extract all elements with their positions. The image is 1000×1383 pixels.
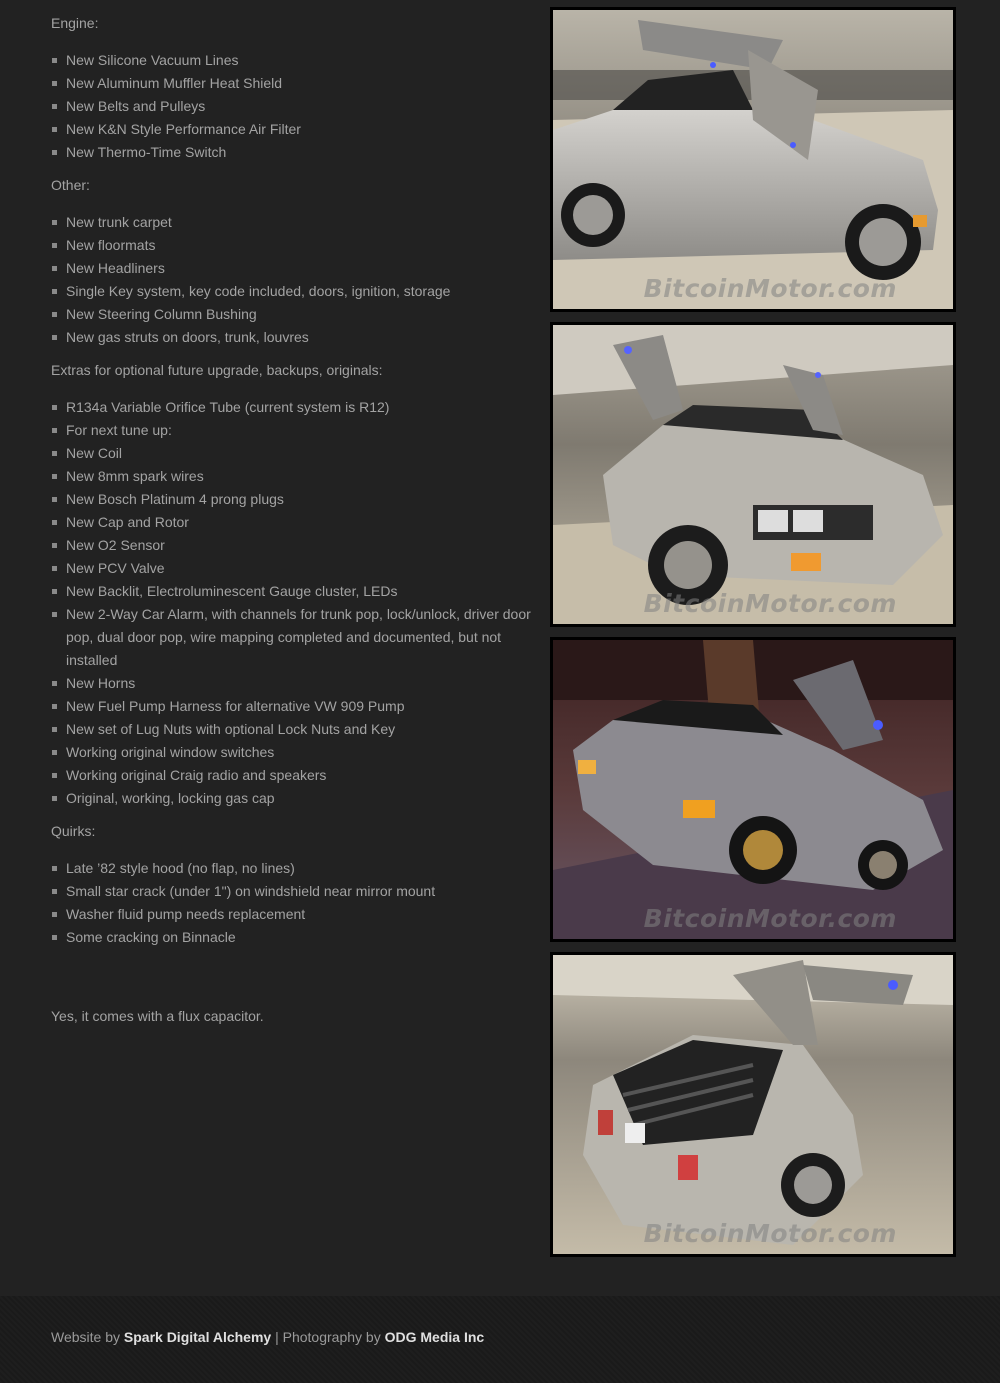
list-item-text: New O2 Sensor [66,537,165,553]
car-rear-image [553,955,953,1254]
list-item [51,764,546,787]
list-item [51,557,546,580]
list-item [51,580,546,603]
list-item [51,118,546,141]
list-item-text: Washer fluid pump needs replacement [66,906,306,922]
bullet-icon [52,127,57,132]
bullet-icon [52,520,57,525]
list-item-text: New Bosch Platinum 4 prong plugs [66,491,284,507]
list-item [51,926,546,949]
bullet-icon [52,566,57,571]
bullet-icon [52,266,57,271]
bullet-icon [52,150,57,155]
bullet-icon [52,81,57,86]
list-item [51,695,546,718]
closing-text: Yes, it comes with a flux capacitor. [51,1008,264,1024]
spec-list-column [51,12,546,1028]
bullet-icon [52,312,57,317]
list-item-text: New Belts and Pulleys [66,98,206,114]
list-item-text: Single Key system, key code included, doors, ignition, storage [66,283,451,299]
list-item [51,857,546,880]
list-item-text: New Thermo-Time Switch [66,144,227,160]
list-item-text: New Steering Column Bushing [66,306,257,322]
list-item [51,141,546,164]
photo-column [550,7,956,1267]
list-item-text: New floormats [66,237,156,253]
bullet-icon [52,451,57,456]
list-item [51,718,546,741]
bullet-icon [52,796,57,801]
delorean-side-photo[interactable] [550,7,956,312]
list-item [51,95,546,118]
list-item [51,488,546,511]
footer-website-credit-link[interactable]: Spark Digital Alchemy [123,1329,272,1345]
list-item [51,511,546,534]
list-item-text: New Cap and Rotor [66,514,189,530]
feature-list [51,396,546,810]
list-item-text: New PCV Valve [66,560,165,576]
feature-list [51,211,546,349]
list-item-text: New Backlit, Electroluminescent Gauge cluster, LEDs [66,583,398,599]
photo-watermark: BitcoinMotor.com [643,904,897,933]
list-item-text: New gas struts on doors, trunk, louvres [66,329,309,345]
list-item [51,280,546,303]
section-heading: Engine: [51,15,99,31]
photo-watermark: BitcoinMotor.com [643,589,897,618]
site-footer [0,1296,1000,1383]
delorean-rear-photo[interactable] [550,952,956,1257]
list-item [51,880,546,903]
bullet-icon [52,289,57,294]
footer-separator: | [275,1329,279,1345]
list-item-text: New Coil [66,445,123,461]
bullet-icon [52,704,57,709]
list-item-text: New Horns [66,675,136,691]
list-item-text: Small star crack (under 1") on windshield near mirror mount [66,883,436,899]
list-item [51,903,546,926]
bullet-icon [52,497,57,502]
footer-photo-prefix: Photography by [282,1329,381,1345]
bullet-icon [52,543,57,548]
list-item [51,787,546,810]
list-item-text: For next tune up: [66,422,172,438]
photo-watermark: BitcoinMotor.com [643,1219,897,1248]
list-item-text: New Silicone Vacuum Lines [66,52,239,68]
bullet-icon [52,935,57,940]
footer-credits [51,1329,484,1345]
list-item [51,257,546,280]
bullet-icon [52,773,57,778]
list-item-text: New Fuel Pump Harness for alternative VW 909 Pump [66,698,405,714]
list-item [51,49,546,72]
car-side-image [553,10,953,309]
list-item-text: R134a Variable Orifice Tube (current system is R12) [66,399,390,415]
list-item [51,72,546,95]
bullet-icon [52,243,57,248]
list-item [51,603,546,672]
list-item-text: Late ’82 style hood (no flap, no lines) [66,860,295,876]
section-heading: Quirks: [51,823,96,839]
list-item-text: Working original window switches [66,744,275,760]
bullet-icon [52,335,57,340]
list-item-text: New Aluminum Muffler Heat Shield [66,75,283,91]
bullet-icon [52,612,57,617]
bullet-icon [52,681,57,686]
spacer [51,959,546,1005]
car-front-image [553,325,953,624]
bullet-icon [52,727,57,732]
delorean-night-photo[interactable] [550,637,956,942]
footer-photo-credit-link[interactable]: ODG Media Inc [384,1329,485,1345]
list-item [51,741,546,764]
list-item-text: New trunk carpet [66,214,172,230]
bullet-icon [52,405,57,410]
bullet-icon [52,220,57,225]
list-item [51,419,546,442]
list-item-text: Original, working, locking gas cap [66,790,275,806]
bullet-icon [52,104,57,109]
list-item-text: New set of Lug Nuts with optional Lock Nuts and Key [66,721,396,737]
list-item-text: Working original Craig radio and speakers [66,767,327,783]
bullet-icon [52,750,57,755]
list-item-text: New K&N Style Performance Air Filter [66,121,301,137]
list-item-text: New 2-Way Car Alarm, with channels for trunk pop, lock/unlock, driver door pop, dual door pop, wire mapping completed and documented, but not installed [66,606,531,668]
list-item [51,303,546,326]
list-item [51,442,546,465]
car-night-image [553,640,953,939]
delorean-front-photo[interactable] [550,322,956,627]
list-item-text: New 8mm spark wires [66,468,204,484]
bullet-icon [52,912,57,917]
list-item [51,396,546,419]
photo-watermark: BitcoinMotor.com [643,274,897,303]
footer-website-prefix: Website by [51,1329,120,1345]
list-item [51,234,546,257]
list-item [51,326,546,349]
feature-list [51,857,546,949]
list-item [51,672,546,695]
section-heading: Other: [51,177,90,193]
section-heading: Extras for optional future upgrade, backups, originals: [51,362,383,378]
list-item [51,534,546,557]
bullet-icon [52,474,57,479]
list-item-text: Some cracking on Binnacle [66,929,236,945]
bullet-icon [52,866,57,871]
bullet-icon [52,589,57,594]
list-item [51,465,546,488]
bullet-icon [52,889,57,894]
list-item-text: New Headliners [66,260,165,276]
bullet-icon [52,58,57,63]
feature-list [51,49,546,164]
list-item [51,211,546,234]
bullet-icon [52,428,57,433]
